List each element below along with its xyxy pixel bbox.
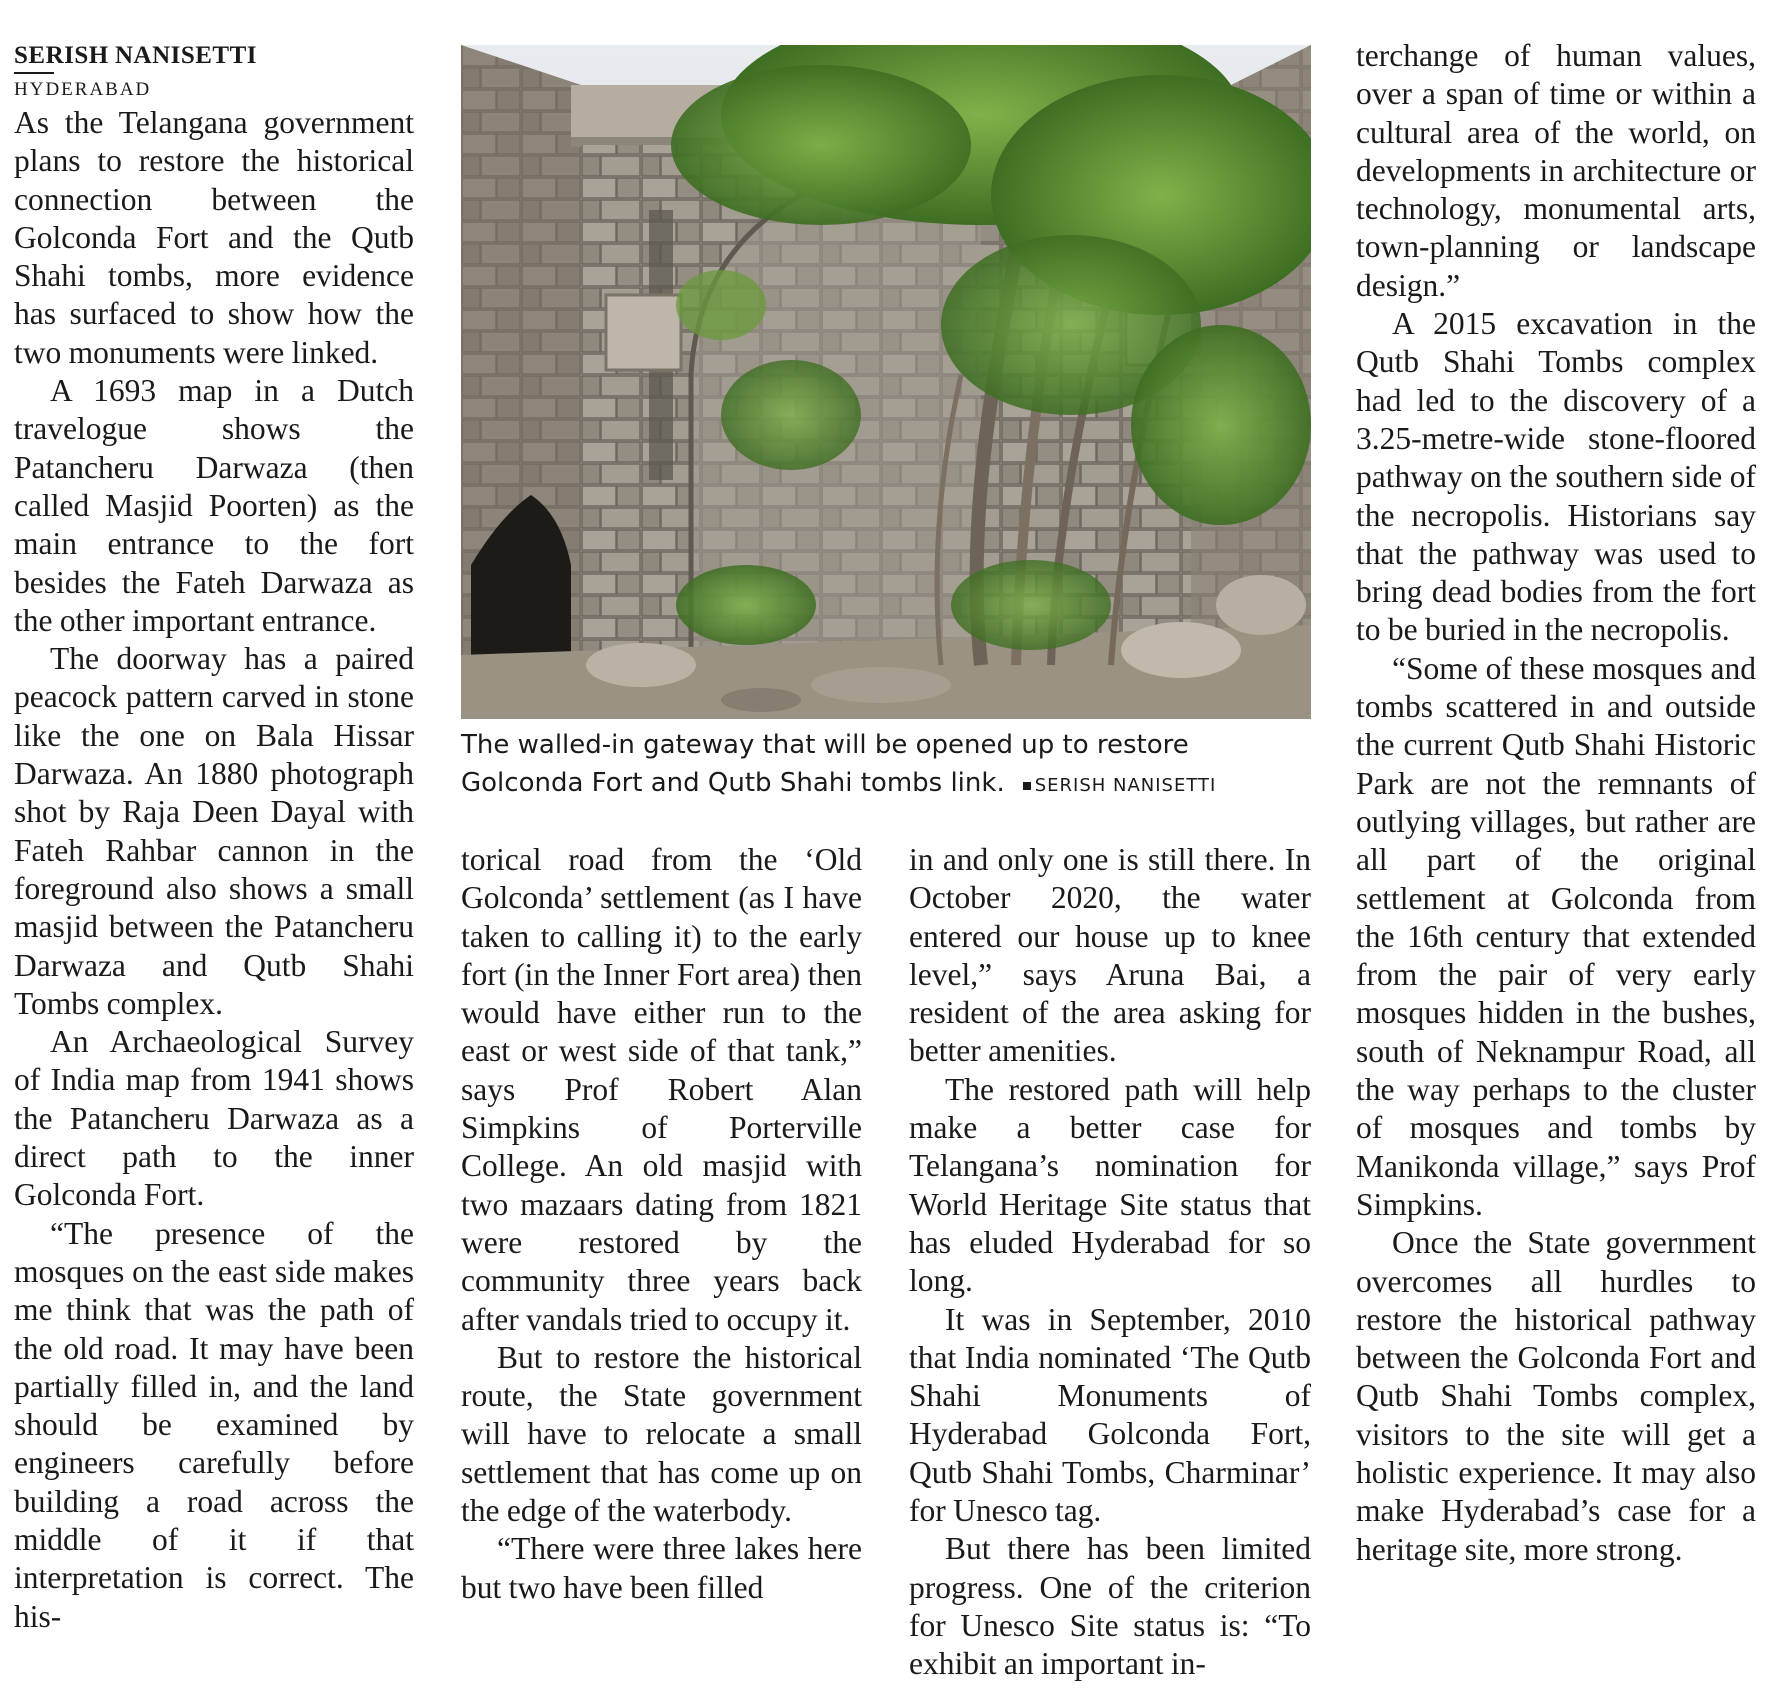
caption-text: The walled-in gateway that will be opened up to restore Golconda Fort and Qutb Shahi tombs link. xyxy=(461,730,1189,798)
paragraph: It was in September, 2010 that India nominated ‘The Qutb Shahi Monuments of Hyderabad Golconda Fort, Qutb Shahi Tombs, Charminar’ for Unesco tag. xyxy=(909,1301,1311,1529)
article-column-1 xyxy=(14,0,414,1636)
paragraph: The restored path will help make a better case for Telangana’s nomination for World Heritage Site status that has eluded Hyderabad for so long. xyxy=(909,1071,1311,1299)
author-byline: SERISH NANISETTI xyxy=(14,42,258,69)
walled-gateway-photo xyxy=(461,45,1311,719)
paragraph: A 2015 excavation in the Qutb Shahi Tombs complex had led to the discovery of a 3.25-metre-wide stone-floored pathway on the southern side of the necropolis. Historians say that the pathway was used to bring dead bodies from the fort to be buried in the necropolis. xyxy=(1356,306,1756,648)
paragraph: “Some of these mosques and tombs scattered in and outside the current Qutb Shahi Historic Park are not the remnants of outlying villages, but rather are all part of the original settlement at Golconda from the 16th century that extended from the pair of very early mosques hidden in the bushes, south of Neknampur Road, all the way perhaps to the cluster of mosques and tombs by Manikonda village,” says Prof Simpkins. xyxy=(1356,650,1756,1222)
byline-rule xyxy=(14,72,54,74)
paragraph: “There were three lakes here but two have been filled xyxy=(461,1531,862,1605)
dateline: HYDERABAD xyxy=(14,79,152,100)
paragraph: in and only one is still there. In October 2020, the water entered our house up to knee level,” says Aruna Bai, a resident of the area asking for better amenities. xyxy=(909,842,1311,1069)
paragraph: But there has been limited progress. One of the criterion for Unesco Site status is: “To exhibit an important in- xyxy=(909,1531,1311,1682)
paragraph: torical road from the ‘Old Golconda’ settlement (as I have taken to calling it) to the early fort (in the Inner Fort area) then would have either run to the east or west side of that tank,” says Prof Robert Alan Simpkins of Porterville College. An old masjid with two mazaars dating from 1821 were restored by the community three years back after vandals tried to occupy it. xyxy=(461,842,862,1337)
photo-caption xyxy=(461,726,1311,805)
article-column-3 xyxy=(909,841,1311,1684)
paragraph: The doorway has a paired peacock pattern carved in stone like the one on Bala Hissar Darwaza. An 1880 photograph shot by Raja Deen Dayal with Fateh Rahbar cannon in the foreground also shows a small masjid between the Patancheru Darwaza and Qutb Shahi Tombs complex. xyxy=(14,641,414,1021)
article-column-2 xyxy=(461,841,862,1607)
paragraph: A 1693 map in a Dutch travelogue shows the Patancheru Darwaza (then called Masjid Poorten) as the main entrance to the fort besides the Fateh Darwaza as the other important entrance. xyxy=(14,373,414,638)
paragraph: An Archaeological Survey of India map from 1941 shows the Patancheru Darwaza as a direct path to the inner Golconda Fort. xyxy=(14,1024,414,1213)
paragraph: But to restore the historical route, the State government will have to relocate a small settlement that has come up on the edge of the waterbody. xyxy=(461,1339,862,1529)
article-photo xyxy=(461,45,1311,719)
paragraph: Once the State government overcomes all hurdles to restore the historical pathway between the Golconda Fort and Qutb Shahi Tombs complex, visitors to the site will get a holistic experience. It may also make Hyderabad’s case for a heritage site, more strong. xyxy=(1356,1225,1756,1567)
paragraph: “The presence of the mosques on the east side makes me think that was the path of the old road. It may have been partially filled in, and the land should be examined by engineers carefully before building a road across the middle of it if that interpretation is correct. The his- xyxy=(14,1215,414,1634)
article-column-4 xyxy=(1356,37,1756,1569)
paragraph: As the Telangana government plans to restore the historical connection between the Golconda Fort and the Qutb Shahi tombs, more evidence has surfaced to show how the two monuments were linked. xyxy=(14,105,414,370)
paragraph: terchange of human values, over a span of time or within a cultural area of the world, on developments in architecture or technology, monumental arts, town-planning or landscape design.” xyxy=(1356,38,1756,303)
photo-credit: SERISH NANISETTI xyxy=(1023,775,1217,796)
